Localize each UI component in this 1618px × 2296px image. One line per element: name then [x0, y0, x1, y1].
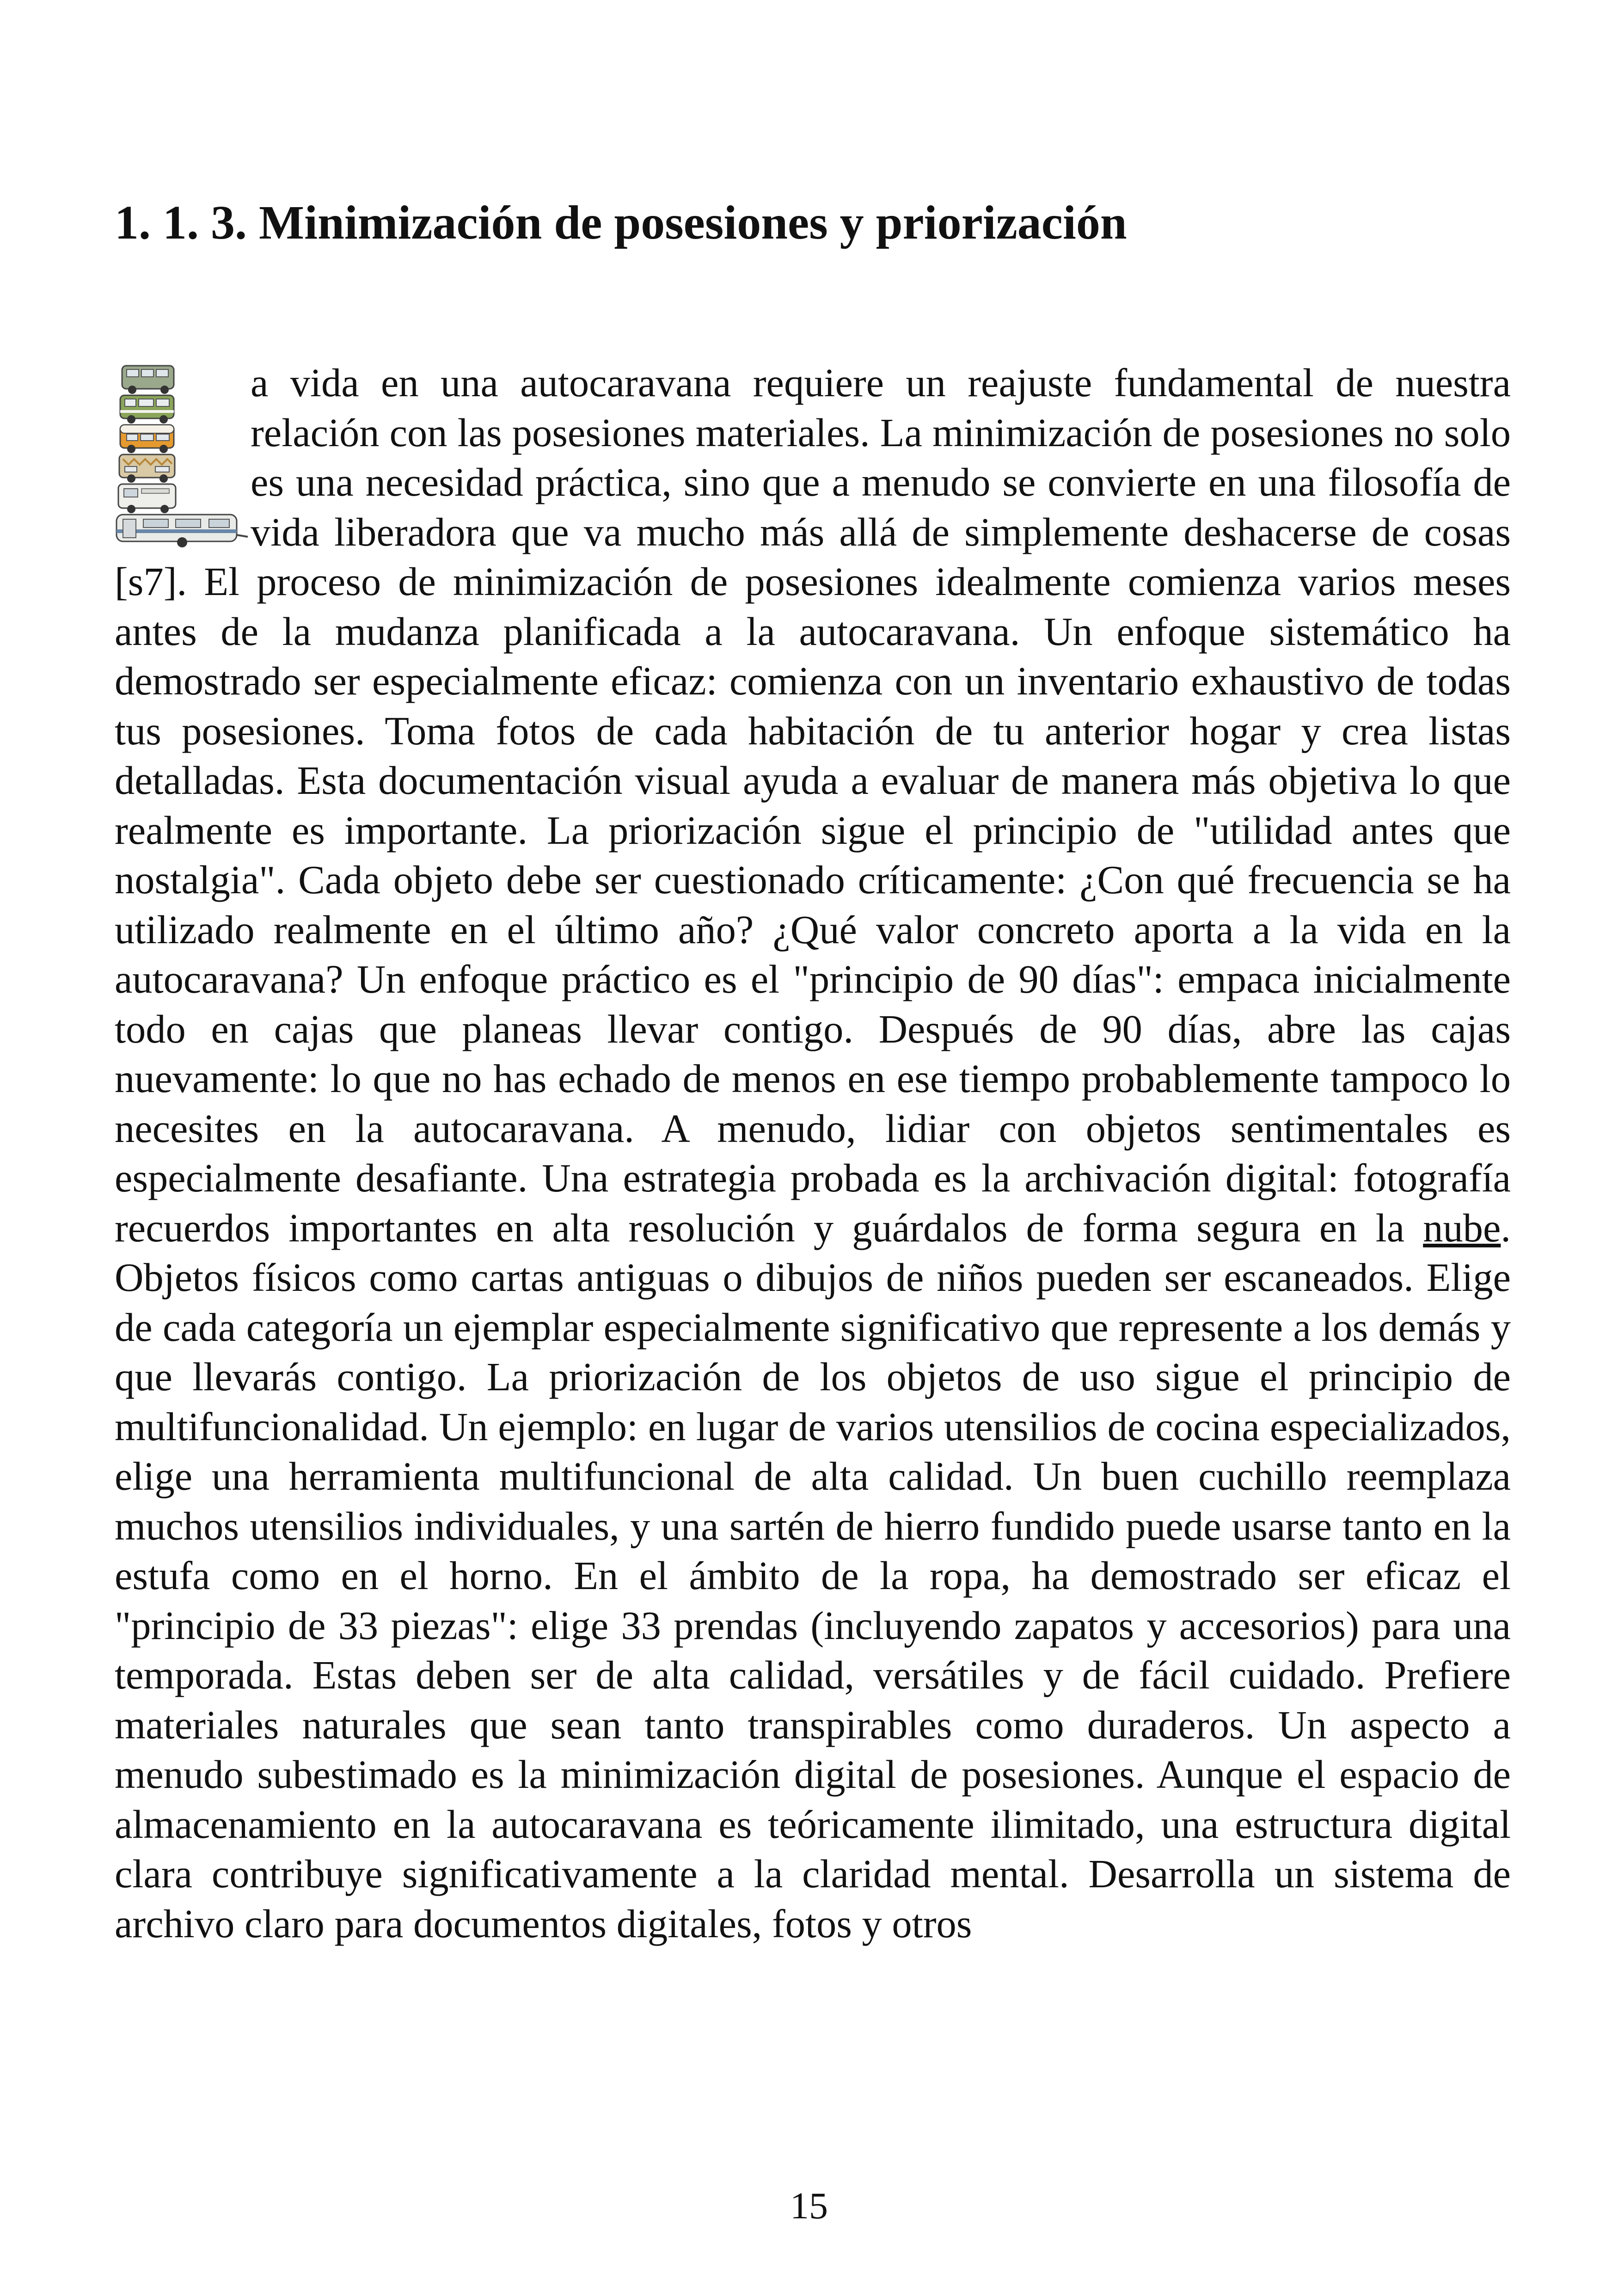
van-icon — [118, 484, 176, 513]
van-icon — [120, 425, 174, 453]
body-paragraph — [115, 358, 1511, 1949]
section-heading: 1. 1. 3. Minimización de posesiones y priorización — [115, 196, 1127, 249]
van-icon — [120, 395, 174, 424]
dropcap-campervan-stack-icon — [113, 359, 251, 550]
body-text-part-2: . Objetos físicos como cartas antiguas o dibujos de niños pueden ser escaneados. Elige de cada categoría un ejemplar especialmente significativo que represente a los demás y que llevarás contigo. La priorización de los objetos de uso sigue el principio de multifuncionalidad. Un ejemplo: en lugar de varios utensilios de cocina especializados, elige una herramienta multifuncional de alta calidad. Un buen cuchillo reemplaza muchos utensilios individuales, y una sartén de hierro fundido puede usarse tanto en la estufa como en el horno. En el ámbito de la ropa, ha demostrado ser eficaz el "principio de 33 piezas": elige 33 prendas (incluyendo zapatos y accesorios) para una temporada. Estas deben ser de alta calidad, versátiles y de fácil cuidado. Prefiere materiales naturales que sean tanto transpirables como duraderos. Un aspecto a menudo subestimado es la minimización digital de posesiones. Aunque el espacio de almacenamiento en la autocaravana es teóricamente ilimitado, una estructura digital clara contribuye significativamente a la claridad mental. Desarrolla un sistema de archivo claro para documentos digitales, fotos y otros — [115, 1205, 1511, 1946]
page-number: 15 — [790, 2185, 828, 2227]
van-icon — [119, 454, 175, 483]
caravan-icon — [116, 515, 248, 547]
body-text-part-1: a vida en una autocaravana requiere un reajuste fundamental de nuestra relación con las posesiones materiales. La minimización de posesiones no solo es una necesidad práctica, sino que a menudo se convierte en una filosofía de vida liberadora que va mucho más allá de simplemente deshacerse de cosas [s7]. El proceso de minimización de posesiones idealmente comienza varios meses antes de la mudanza planificada a la autocaravana. Un enfoque sistemático ha demostrado ser especialmente eficaz: comienza con un inventario exhaustivo de todas tus posesiones. Toma fotos de cada habitación de tu anterior hogar y crea listas detalladas. Esta documentación visual ayuda a evaluar de manera más objetiva lo que realmente es importante. La priorización sigue el principio de "utilidad antes que nostalgia". Cada objeto debe ser cuestionado críticamente: ¿Con qué frecuencia se ha utilizado realmente en el último año? ¿Qué valor concreto aporta a la vida en la autocaravana? Un enfoque práctico es el "principio de 90 días": empaca inicialmente todo en cajas que planeas llevar contigo. Después de 90 días, abre las cajas nuevamente: lo que no has echado de menos en ese tiempo probablemente tampoco lo necesites en la autocaravana. A menudo, lidiar con objetos sentimentales es especialmente desafiante. Una estrategia probada es la archivación digital: fotografía recuerdos importantes en alta resolución y guárdalos de forma segura en la — [115, 361, 1511, 1250]
van-icon — [122, 366, 174, 394]
cloud-link[interactable]: nube — [1423, 1205, 1501, 1250]
